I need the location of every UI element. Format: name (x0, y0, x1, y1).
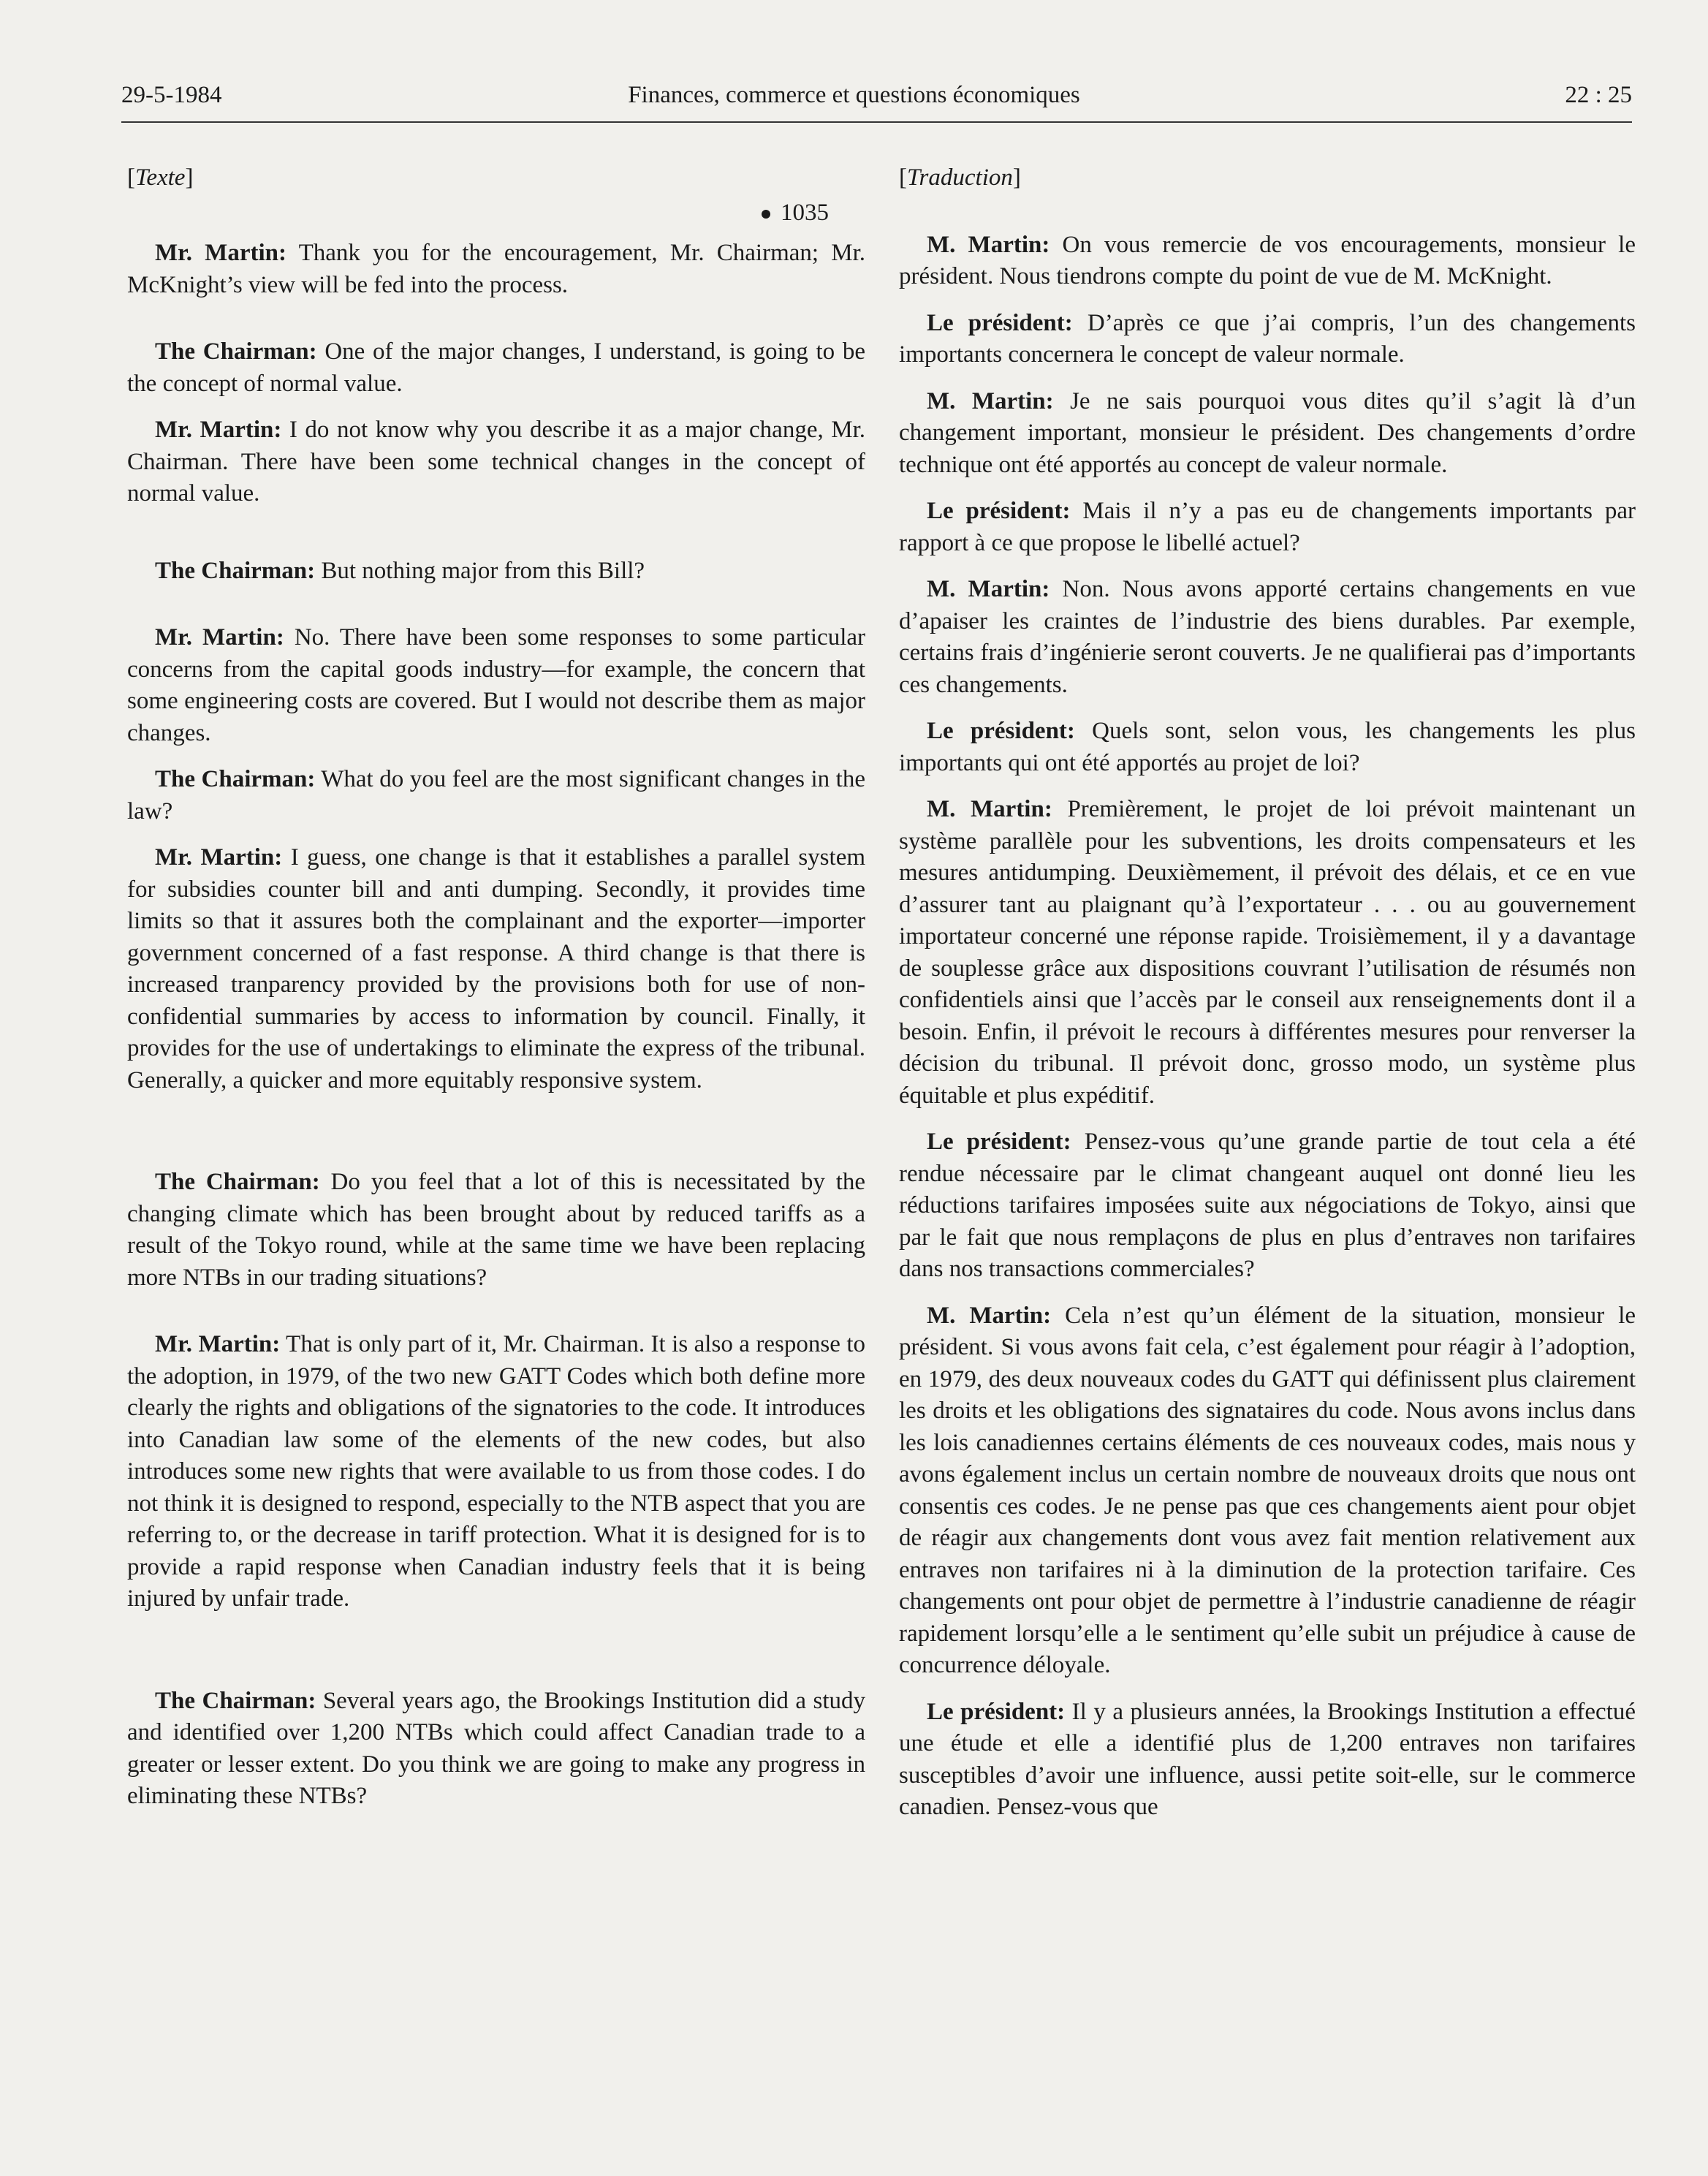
paragraph (899, 308, 1636, 371)
header-page-number: 22 : 25 (1565, 82, 1632, 108)
language-label: [Traduction] (899, 164, 1021, 191)
header-rule (121, 121, 1632, 123)
paragraph-text: Thank you for the encouragement, Mr. Chairman; Mr. McKnight’s view will be fed into the process. (127, 240, 865, 298)
paragraph-text: Cela n’est qu’un élément de la situation, monsieur le président. Si vous avons fait cela, c’est également pour réagir à l’adoption, en 1979, des deux nouveaux codes du GATT qui définissent plus clairement les droits et les obligations des signataires du code. Nous avons inclus dans les lois canadiennes certains éléments de ces nouveaux codes, mais nous y avons également inclus un certain nombre de nouveaux droits que nous ont consentis ces codes. Je ne pense pas que ces changements aient pour objet de réagir aux changements dont vous avez fait mention relativement aux entraves non tarifaires ni à la diminution de la protection tarifaire. Ces changements ont pour objet de permettre à l’industrie canadienne de réagir rapidement lorsqu’elle a le sentiment qu’elle subit un préjudice à cause de concurrence déloyale. (899, 1302, 1636, 1678)
paragraph-text: Mais il n’y a pas eu de changements importants par rapport à ce que propose le libellé actuel? (899, 498, 1636, 556)
paragraph-text: But nothing major from this Bill? (321, 557, 645, 584)
french-column (899, 162, 1636, 1838)
paragraph (899, 1697, 1636, 1824)
header-title: Finances, commerce et questions économiques (628, 82, 1080, 108)
paragraph (899, 386, 1636, 482)
speaker-label: Mr. Martin: (155, 844, 283, 871)
paragraph (899, 230, 1636, 293)
paragraph-text: I do not know why you describe it as a major change, Mr. Chairman. There have been some technical changes in the concept of normal value. (127, 417, 866, 507)
paragraph-text: Non. Nous avons apporté certains changements en vue d’apaiser les craintes de l’industrie des biens durables. Par exemple, certains frais d’ingénierie seront couverts. Je ne qualifierai pas d’importants ces changements. (899, 576, 1636, 698)
speaker-label: M. Martin: (927, 796, 1052, 822)
paragraph (899, 574, 1636, 701)
speaker-label: The Chairman: (155, 338, 317, 365)
paragraph (127, 414, 865, 510)
paragraph-text: D’après ce que j’ai compris, l’un des changements importants concernera le concept de valeur normale. (899, 309, 1636, 368)
paragraph-text: What do you feel are the most significant changes in the law? (127, 766, 865, 824)
speaker-label: M. Martin: (927, 1302, 1052, 1329)
paragraph (899, 794, 1636, 1112)
speaker-label: Le président: (927, 1698, 1066, 1725)
paragraph (127, 238, 865, 301)
paragraph (127, 1329, 865, 1615)
paragraph (127, 622, 865, 749)
speaker-label: Le président: (927, 309, 1073, 336)
paragraph-text: Pensez-vous qu’une grande partie de tout cela a été rendue nécessaire par le climat changeant auquel ont donné lieu les réductions tarifaires imposées suite aux négociations de Tokyo, ainsi que par le fait que nous remplaçons de plus en plus d’entraves non tarifaires dans nos transactions commerciales? (899, 1129, 1636, 1282)
paragraph-text: Do you feel that a lot of this is necessitated by the changing climate which has been brought about by reduced tariffs as a result of the Tokyo round, while at the same time we have been replacing more NTBs in our trading situations? (127, 1169, 866, 1291)
speaker-label: Le président: (927, 718, 1075, 744)
header-date: 29-5-1984 (121, 82, 222, 108)
language-label: [Texte] (127, 164, 194, 191)
speaker-label: The Chairman: (155, 1687, 316, 1714)
paragraph (899, 1126, 1636, 1286)
paragraph-text: On vous remercie de vos encouragements, monsieur le président. Nous tiendrons compte du point de vue de M. McKnight. (899, 231, 1636, 289)
speaker-label: M. Martin: (927, 231, 1050, 258)
speaker-label: M. Martin: (927, 576, 1050, 602)
speaker-label: The Chairman: (155, 1169, 320, 1195)
bullet-icon (762, 210, 770, 219)
speaker-label: Le président: (927, 498, 1071, 524)
paragraph-text: No. There have been some responses to some particular concerns from the capital goods industry—for example, the concern that some engineering costs are covered. But I would not describe them as major changes. (127, 624, 866, 746)
paragraph-text: That is only part of it, Mr. Chairman. It is also a response to the adoption, in 1979, of the two new GATT Codes which both define more clearly the rights and obligations of the signatories to the code. It introduces into Canadian law some of the elements of the new codes, but also introduces some new rights that were available to us from those codes. I do not think it is designed to respond, especially to the NTB aspect that you are referring to, or the decrease in tariff protection. What it is designed for is to provide a rapid response when Canadian industry feels that it is being injured by unfair trade. (127, 1331, 865, 1612)
paragraph (127, 1686, 865, 1813)
speaker-label: Mr. Martin: (155, 624, 284, 651)
speaker-label: Mr. Martin: (155, 417, 282, 443)
paragraph (899, 1300, 1636, 1682)
paragraph-text: I guess, one change is that it establishes a parallel system for subsidies counter bill and anti dumping. Secondly, it provides time limits so that it assures both the complainant and the exporter—importer government concerned of a fast response. A third change is that there is increased tranparency provided by the provisions both for use of non-confidential summaries by access to information by council. Finally, it provides for the use of undertakings to eliminate the express of the tribunal. Generally, a quicker and more equitably responsive system. (127, 844, 866, 1093)
paragraph (127, 336, 865, 400)
paragraph-text: Premièrement, le projet de loi prévoit maintenant un système parallèle pour les subventions, les droits compensateurs et les mesures antidumping. Deuxièmement, il prévoit des délais, et ce en vue d’assurer tant au plaignant qu’à l’exportateur . . . ou au gouvernement importateur concerné une réponse rapide. Troisièmement, il y a davantage de souplesse grâce aux dispositions couvrant l’utilisation de résumés non confidentiels ainsi que l’accès par le conseil aux renseignements dont il a besoin. Enfin, il prévoit le recours à différentes mesures pour renverser la décision du tribunal. Il prévoit donc, grosso modo, un système plus équitable et plus expéditif. (899, 796, 1636, 1109)
paragraph (127, 1167, 865, 1294)
paragraph-text: Quels sont, selon vous, les changements les plus importants qui ont été apportés au projet de loi? (899, 718, 1636, 776)
paragraph-text: Several years ago, the Brookings Institution did a study and identified over 1,200 NTBs which could affect Canadian trade to a greater or lesser extent. Do you think we are going to make any progress in eliminating these NTBs? (127, 1687, 865, 1809)
paragraph-text: Je ne sais pourquoi vous dites qu’il s’agit là d’un changement important, monsieur le président. Des changements d’ordre technique ont été apportés au concept de valeur normale. (899, 387, 1636, 478)
speaker-label: Le président: (927, 1129, 1071, 1155)
speaker-label: M. Martin: (927, 387, 1054, 414)
speaker-label: Mr. Martin: (155, 1331, 281, 1357)
paragraph (127, 556, 865, 588)
speaker-label: Mr. Martin: (155, 240, 286, 266)
speaker-label: The Chairman: (155, 557, 316, 584)
english-column (127, 162, 865, 1827)
paragraph (127, 842, 865, 1096)
paragraph (899, 496, 1636, 559)
paragraph (127, 764, 865, 827)
paragraph (899, 716, 1636, 779)
paragraph-text: Il y a plusieurs années, la Brookings Institution a effectué une étude et elle a identifié plus de 1,200 entraves non tarifaires susceptibles d’avoir une influence, aussi petite soit-elle, sur le commerce canadien. Pensez-vous que (899, 1698, 1636, 1820)
time-marker: 1035 (127, 197, 829, 230)
paragraph-text: One of the major changes, I understand, is going to be the concept of normal value. (127, 338, 866, 397)
speaker-label: The Chairman: (155, 766, 316, 792)
